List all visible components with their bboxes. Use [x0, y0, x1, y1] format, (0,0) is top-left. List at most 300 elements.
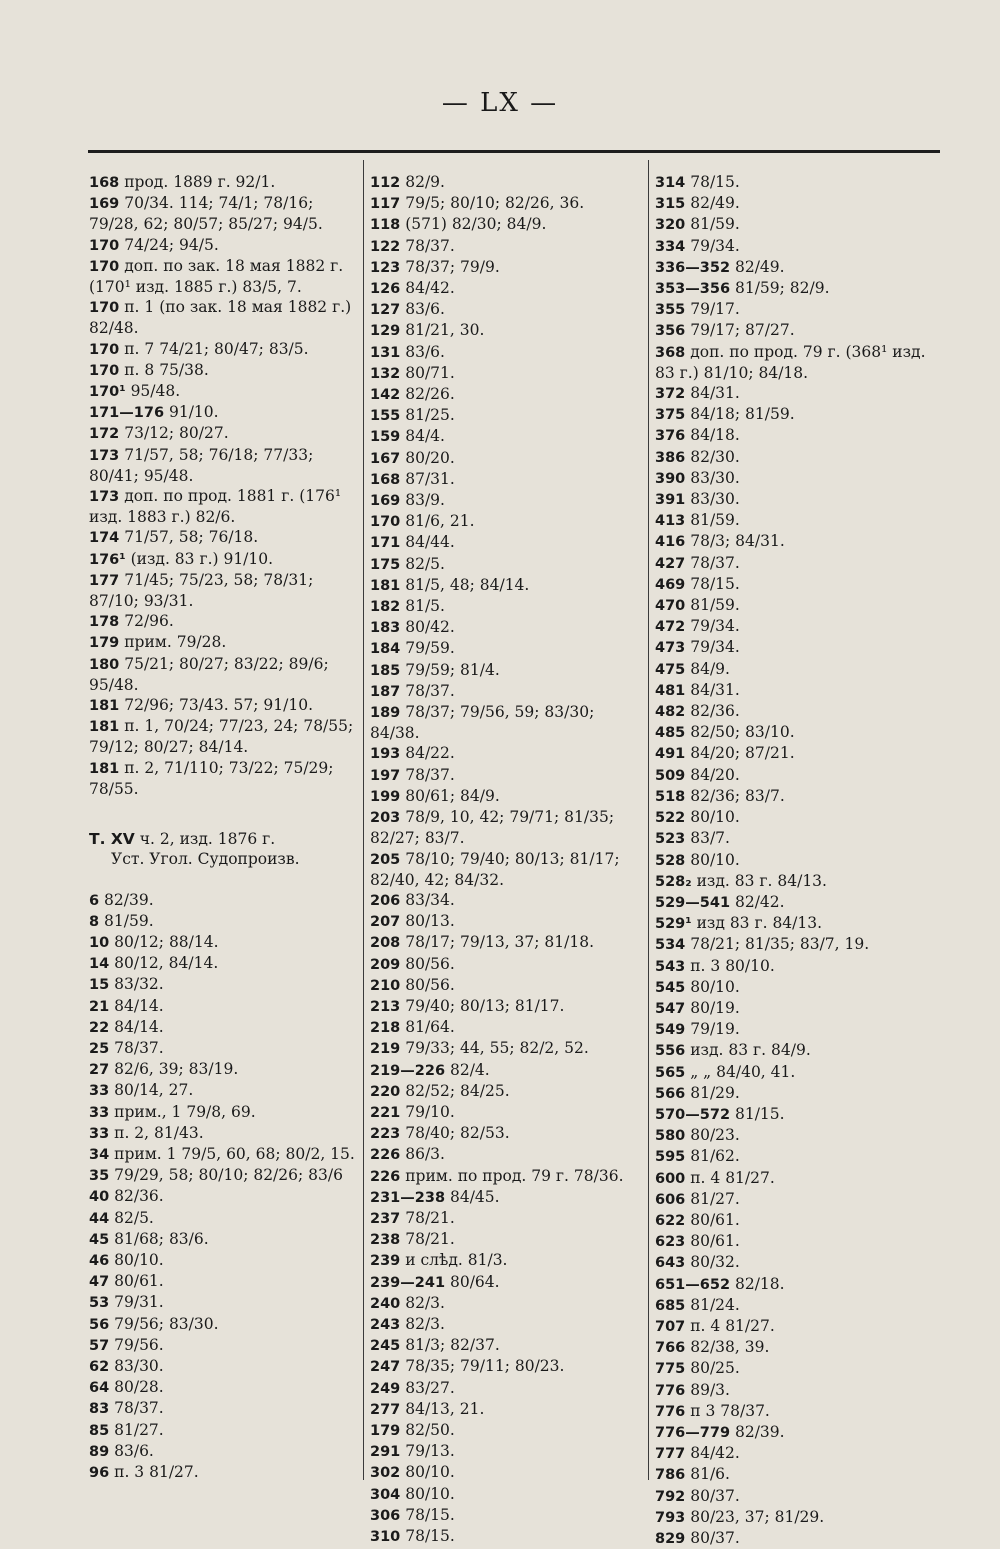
index-entry: [370, 236, 645, 257]
index-entry: [655, 1019, 945, 1040]
index-entry: [655, 850, 945, 871]
entry-references: 79/10.: [405, 1102, 455, 1121]
entry-references: 79/29, 58; 80/10; 82/26; 83/6: [114, 1166, 343, 1185]
entry-article-number: 566: [655, 1085, 686, 1102]
index-entry: [89, 632, 359, 653]
entry-article-number: 240: [370, 1295, 401, 1312]
entry-references: 80/32.: [690, 1253, 740, 1272]
entry-article-number: 56: [89, 1316, 110, 1333]
index-entry: [370, 1166, 645, 1187]
entry-references: 83/7.: [690, 829, 730, 848]
entry-article-number: 565: [655, 1064, 686, 1081]
entry-references: 83/30.: [690, 490, 740, 509]
index-entry: [89, 235, 359, 256]
entry-references: изд 83 г. 84/13.: [696, 914, 823, 933]
entry-article-number: 218: [370, 1020, 401, 1037]
entry-references: 80/19.: [690, 998, 740, 1017]
index-entry: [370, 596, 645, 617]
entry-references: 79/34.: [690, 638, 740, 657]
index-entry: [370, 511, 645, 532]
entry-list-1b: [89, 890, 359, 1484]
index-entry: [655, 553, 945, 574]
index-entry: [89, 1441, 359, 1462]
entry-article-number: 22: [89, 1019, 110, 1036]
entry-article-number: 27: [89, 1062, 110, 1079]
index-entry: [89, 1356, 359, 1377]
index-entry: [655, 765, 945, 786]
entry-article-number: 219—226: [370, 1062, 446, 1079]
entry-references: п 3 78/37.: [690, 1401, 770, 1420]
index-entry: [89, 1314, 359, 1335]
entry-references: 84/4.: [405, 427, 445, 446]
entry-article-number: 600: [655, 1170, 686, 1187]
entry-article-number: 170: [89, 258, 120, 275]
index-entry: [89, 1017, 359, 1038]
index-entry: [370, 617, 645, 638]
index-entry: [370, 342, 645, 363]
entry-references: 78/21.: [405, 1208, 455, 1227]
index-entry: [370, 172, 645, 193]
index-entry: [89, 1377, 359, 1398]
index-entry: [89, 695, 359, 716]
index-entry: [89, 1059, 359, 1080]
entry-references: 91/10.: [168, 403, 219, 422]
entry-article-number: 181: [89, 760, 120, 777]
index-entry: [655, 807, 945, 828]
entry-article-number: 170: [89, 237, 120, 254]
entry-article-number: 390: [655, 470, 686, 487]
index-entry: [655, 1337, 945, 1358]
entry-article-number: 792: [655, 1488, 686, 1505]
entry-article-number: 606: [655, 1191, 686, 1208]
index-entry: [655, 193, 945, 214]
entry-references: 84/31.: [690, 680, 740, 699]
entry-article-number: 528₂: [655, 873, 692, 890]
entry-references: 84/20.: [690, 765, 740, 784]
entry-article-number: 243: [370, 1316, 401, 1333]
entry-article-number: 184: [370, 641, 401, 658]
entry-article-number: 174: [89, 530, 120, 547]
entry-references: 82/4.: [449, 1060, 490, 1079]
index-column-1: [89, 172, 359, 1483]
index-entry: [370, 1038, 645, 1059]
entry-article-number: 829: [655, 1531, 686, 1547]
entry-references: 84/45.: [449, 1187, 500, 1206]
entry-article-number: 231—238: [370, 1189, 446, 1206]
entry-article-number: 529¹: [655, 916, 692, 933]
entry-article-number: 14: [89, 956, 110, 973]
index-entry: [655, 383, 945, 404]
index-entry: [89, 1420, 359, 1441]
index-entry: [655, 574, 945, 595]
entry-references: 81/21, 30.: [405, 321, 485, 340]
index-entry: [370, 426, 645, 447]
entry-references: доп. по зак. 18 мая 1882 г. (170¹ изд. 1885 г.) 83/5, 7.: [89, 256, 344, 297]
entry-references: 81/59.: [690, 215, 740, 234]
entry-references: 80/20.: [405, 448, 455, 467]
entry-article-number: 766: [655, 1340, 686, 1357]
entry-article-number: 83: [89, 1401, 110, 1418]
index-entry: [89, 716, 359, 757]
entry-article-number: 707: [655, 1318, 686, 1335]
index-entry: [370, 975, 645, 996]
entry-article-number: 643: [655, 1255, 686, 1272]
entry-references: 81/62.: [690, 1147, 740, 1166]
entry-article-number: 175: [370, 556, 401, 573]
entry-article-number: 580: [655, 1128, 686, 1145]
index-entry: [370, 1526, 645, 1547]
entry-references: 83/27.: [405, 1378, 455, 1397]
entry-references: 80/12, 84/14.: [114, 954, 219, 973]
index-entry: [655, 468, 945, 489]
index-entry: [370, 490, 645, 511]
entry-references: 78/37.: [114, 1399, 164, 1418]
index-entry: [370, 532, 645, 553]
entry-references: 81/5, 48; 84/14.: [405, 575, 530, 594]
entry-article-number: 239—241: [370, 1274, 446, 1291]
entry-article-number: 226: [370, 1168, 401, 1185]
entry-references: 80/23, 37; 81/29.: [690, 1507, 825, 1526]
entry-references: 84/42.: [690, 1444, 740, 1463]
entry-references: 79/17.: [690, 300, 740, 319]
entry-article-number: 181: [89, 719, 120, 736]
index-entry: [655, 616, 945, 637]
index-column-2: [370, 172, 645, 1547]
entry-references: 78/35; 79/11; 80/23.: [405, 1357, 565, 1376]
index-entry: [89, 1229, 359, 1250]
entry-article-number: 112: [370, 175, 401, 191]
index-entry: [655, 1358, 945, 1379]
entry-references: 71/57, 58; 76/18.: [124, 528, 259, 547]
entry-article-number: 177: [89, 572, 120, 589]
entry-references: 79/33; 44, 55; 82/2, 52.: [405, 1039, 589, 1058]
entry-references: п. 7 74/21; 80/47; 83/5.: [124, 339, 309, 358]
index-entry: [89, 1292, 359, 1313]
index-entry: [370, 807, 645, 848]
index-entry: [370, 1378, 645, 1399]
entry-article-number: 386: [655, 449, 686, 466]
entry-article-number: 685: [655, 1297, 686, 1314]
entry-references: 83/9.: [405, 491, 445, 510]
entry-references: 78/3; 84/31.: [690, 532, 785, 551]
index-entry: [89, 1123, 359, 1144]
entry-article-number: 122: [370, 238, 401, 255]
index-entry: [370, 384, 645, 405]
entry-article-number: 223: [370, 1126, 401, 1143]
index-entry: [655, 595, 945, 616]
entry-references: 81/27.: [690, 1189, 740, 1208]
index-entry: [655, 1104, 945, 1125]
index-entry: [89, 932, 359, 953]
index-entry: [370, 786, 645, 807]
entry-references: 82/38, 39.: [690, 1338, 770, 1357]
index-entry: [89, 1038, 359, 1059]
entry-article-number: 209: [370, 956, 401, 973]
entry-references: п. 4 81/27.: [690, 1168, 775, 1187]
index-entry: [370, 1441, 645, 1462]
index-entry: [370, 911, 645, 932]
entry-article-number: 623: [655, 1234, 686, 1251]
entry-article-number: 33: [89, 1104, 110, 1121]
entry-references: 81/64.: [405, 1018, 455, 1037]
entry-article-number: 277: [370, 1401, 401, 1418]
entry-references: (изд. 83 г.) 91/10.: [130, 549, 274, 568]
entry-references: п. 8 75/38.: [124, 360, 209, 379]
index-entry: [370, 1102, 645, 1123]
entry-article-number: 131: [370, 344, 401, 361]
entry-article-number: 170¹: [89, 384, 126, 401]
entry-article-number: 518: [655, 788, 686, 805]
entry-references: 84/18.: [690, 426, 740, 445]
index-entry: [655, 722, 945, 743]
entry-article-number: 473: [655, 640, 686, 657]
index-entry: [655, 1189, 945, 1210]
entry-article-number: 159: [370, 429, 401, 446]
index-entry: [655, 214, 945, 235]
index-entry: [89, 381, 359, 402]
index-entry: [370, 575, 645, 596]
entry-article-number: 118: [370, 217, 401, 234]
entry-references: прим. 1 79/5, 60, 68; 80/2, 15.: [114, 1144, 355, 1163]
entry-references: 81/27.: [114, 1420, 164, 1439]
entry-references: 84/9.: [690, 659, 730, 678]
entry-references: прим., 1 79/8, 69.: [114, 1102, 256, 1121]
entry-article-number: 220: [370, 1083, 401, 1100]
entry-article-number: 155: [370, 408, 401, 425]
entry-references: 82/5.: [114, 1208, 154, 1227]
entry-references: 79/56; 83/30.: [114, 1314, 219, 1333]
index-entry: [655, 236, 945, 257]
index-entry: [655, 1040, 945, 1061]
entry-references: 78/21.: [405, 1230, 455, 1249]
entry-references: 82/42.: [734, 892, 785, 911]
entry-article-number: 368: [655, 344, 686, 361]
entry-references: 81/59.: [104, 911, 154, 930]
page-number: — LX —: [441, 88, 559, 118]
index-entry: [89, 953, 359, 974]
entry-references: 71/45; 75/23, 58; 78/31; 87/10; 93/31.: [89, 570, 314, 611]
entry-article-number: 376: [655, 428, 686, 445]
entry-article-number: 249: [370, 1380, 401, 1397]
index-entry: [89, 549, 359, 570]
index-entry: [89, 654, 359, 695]
index-entry: [655, 956, 945, 977]
entry-article-number: 34: [89, 1146, 110, 1163]
entry-references: 84/22.: [405, 744, 455, 763]
entry-references: 84/31.: [690, 384, 740, 403]
entry-article-number: 485: [655, 725, 686, 742]
entry-article-number: 595: [655, 1149, 686, 1166]
entry-article-number: 167: [370, 450, 401, 467]
index-entry: [370, 1484, 645, 1505]
entry-references: 78/15.: [405, 1527, 455, 1545]
entry-references: 71/57, 58; 76/18; 77/33; 80/41; 95/48.: [89, 445, 314, 485]
entry-references: 80/64.: [449, 1272, 500, 1291]
entry-article-number: 181: [89, 698, 120, 715]
index-entry: [655, 1168, 945, 1189]
index-entry: [370, 660, 645, 681]
entry-article-number: 179: [89, 635, 120, 652]
entry-article-number: 170: [89, 341, 120, 358]
entry-references: 72/96; 73/43. 57; 91/10.: [124, 696, 314, 715]
entry-article-number: 226: [370, 1147, 401, 1164]
entry-article-number: 126: [370, 281, 401, 298]
index-entry: [89, 1398, 359, 1419]
index-entry: [89, 360, 359, 381]
entry-references: 80/42.: [405, 618, 455, 637]
index-entry: [655, 1528, 945, 1549]
entry-references: 81/59; 82/9.: [734, 279, 830, 298]
entry-references: 79/40; 80/13; 81/17.: [405, 996, 565, 1015]
entry-article-number: 522: [655, 810, 686, 827]
entry-article-number: 129: [370, 323, 401, 340]
entry-references: 82/50; 83/10.: [690, 723, 795, 742]
index-entry: [655, 447, 945, 468]
entry-references: 79/31.: [114, 1293, 164, 1312]
header-rule: [88, 150, 940, 153]
index-entry: [655, 892, 945, 913]
entry-references: 79/5; 80/10; 82/26, 36.: [405, 194, 585, 213]
entry-article-number: 179: [370, 1422, 401, 1439]
entry-references: 81/68; 83/6.: [114, 1229, 209, 1248]
entry-article-number: 123: [370, 259, 401, 276]
index-entry: [655, 828, 945, 849]
entry-article-number: 793: [655, 1509, 686, 1526]
entry-article-number: 25: [89, 1040, 110, 1057]
entry-article-number: 44: [89, 1210, 110, 1227]
entry-references: 83/34.: [405, 890, 455, 909]
entry-article-number: 470: [655, 598, 686, 615]
entry-references: 79/17; 87/27.: [690, 321, 795, 340]
index-entry: [89, 1271, 359, 1292]
entry-article-number: 315: [655, 196, 686, 213]
entry-article-number: 187: [370, 683, 401, 700]
entry-article-number: 213: [370, 998, 401, 1015]
index-entry: [370, 193, 645, 214]
index-entry: [370, 1335, 645, 1356]
entry-article-number: 168: [89, 175, 120, 191]
index-entry: [370, 1208, 645, 1229]
entry-article-number: 491: [655, 746, 686, 763]
entry-references: 80/10.: [405, 1484, 455, 1503]
index-entry: [370, 214, 645, 235]
entry-references: 81/59.: [690, 596, 740, 615]
index-entry: [655, 489, 945, 510]
index-entry: [370, 1356, 645, 1377]
entry-article-number: 413: [655, 513, 686, 530]
entry-article-number: 85: [89, 1422, 110, 1439]
entry-article-number: 168: [370, 471, 401, 488]
entry-references: 82/3.: [405, 1314, 445, 1333]
entry-article-number: 210: [370, 977, 401, 994]
index-entry: [370, 1399, 645, 1420]
entry-references: 78/37.: [405, 681, 455, 700]
entry-article-number: 651—652: [655, 1276, 731, 1293]
index-entry: [370, 1314, 645, 1335]
entry-article-number: 208: [370, 935, 401, 952]
entry-article-number: 199: [370, 788, 401, 805]
entry-references: 84/18; 81/59.: [690, 405, 795, 424]
entry-article-number: 197: [370, 767, 401, 784]
entry-article-number: 40: [89, 1189, 110, 1206]
index-entry: [655, 172, 945, 193]
entry-article-number: 185: [370, 662, 401, 679]
index-entry: [370, 1250, 645, 1271]
entry-article-number: 35: [89, 1168, 110, 1185]
entry-article-number: 776—779: [655, 1424, 731, 1441]
entry-references: 75/21; 80/27; 83/22; 89/6; 95/48.: [89, 654, 329, 694]
entry-article-number: 21: [89, 998, 110, 1015]
entry-article-number: 776: [655, 1403, 686, 1420]
entry-references: 80/37.: [690, 1486, 740, 1505]
entry-references: 70/34. 114; 74/1; 78/16; 79/28, 62; 80/57; 85/27; 94/5.: [89, 194, 323, 234]
index-entry: [655, 1062, 945, 1083]
index-entry: [655, 659, 945, 680]
index-entry: [655, 1252, 945, 1273]
index-entry: [655, 1486, 945, 1507]
entry-references: 78/37; 79/56, 59; 83/30; 84/38.: [370, 703, 595, 743]
entry-article-number: 207: [370, 914, 401, 931]
entry-references: 82/39.: [734, 1422, 785, 1441]
index-entry: [370, 849, 645, 890]
entry-article-number: 169: [370, 493, 401, 510]
index-entry: [89, 297, 359, 338]
entry-article-number: 53: [89, 1295, 110, 1312]
entry-references: 80/56.: [405, 975, 455, 994]
entry-article-number: 622: [655, 1212, 686, 1229]
index-entry: [655, 743, 945, 764]
index-entry: [89, 1462, 359, 1483]
entry-references: 80/10.: [690, 808, 740, 827]
entry-article-number: 306: [370, 1507, 401, 1524]
index-entry: [89, 256, 359, 297]
entry-article-number: 238: [370, 1232, 401, 1249]
index-entry: [655, 278, 945, 299]
entry-article-number: 96: [89, 1464, 110, 1481]
index-entry: [89, 172, 359, 193]
index-entry: [89, 1186, 359, 1207]
entry-references: 80/61.: [114, 1272, 164, 1291]
entry-references: 78/37.: [405, 236, 455, 255]
entry-references: 83/30.: [690, 468, 740, 487]
entry-references: доп. по прод. 79 г. (368¹ изд. 83 г.) 81/10; 84/18.: [655, 342, 926, 382]
entry-references: 79/59; 81/4.: [405, 660, 500, 679]
entry-article-number: 237: [370, 1210, 401, 1227]
entry-references: 80/71.: [405, 363, 455, 382]
entry-article-number: 482: [655, 704, 686, 721]
entry-references: 78/37; 79/9.: [405, 257, 500, 276]
entry-article-number: 178: [89, 614, 120, 631]
index-entry: [89, 996, 359, 1017]
index-entry: [655, 425, 945, 446]
entry-references: 80/10.: [405, 1463, 455, 1482]
entry-article-number: 545: [655, 979, 686, 996]
entry-article-number: 356: [655, 323, 686, 340]
entry-article-number: 170: [370, 514, 401, 531]
entry-article-number: 786: [655, 1467, 686, 1484]
index-entry: [370, 1272, 645, 1293]
entry-references: 72/96.: [124, 612, 174, 631]
entry-references: 81/3; 82/37.: [405, 1336, 500, 1355]
entry-references: 81/6.: [690, 1465, 730, 1484]
index-entry: [89, 570, 359, 611]
index-entry: [370, 996, 645, 1017]
entry-article-number: 291: [370, 1444, 401, 1461]
entry-references: 81/25.: [405, 406, 455, 425]
entry-article-number: 45: [89, 1231, 110, 1248]
index-entry: [370, 278, 645, 299]
entry-article-number: 173: [89, 489, 120, 506]
